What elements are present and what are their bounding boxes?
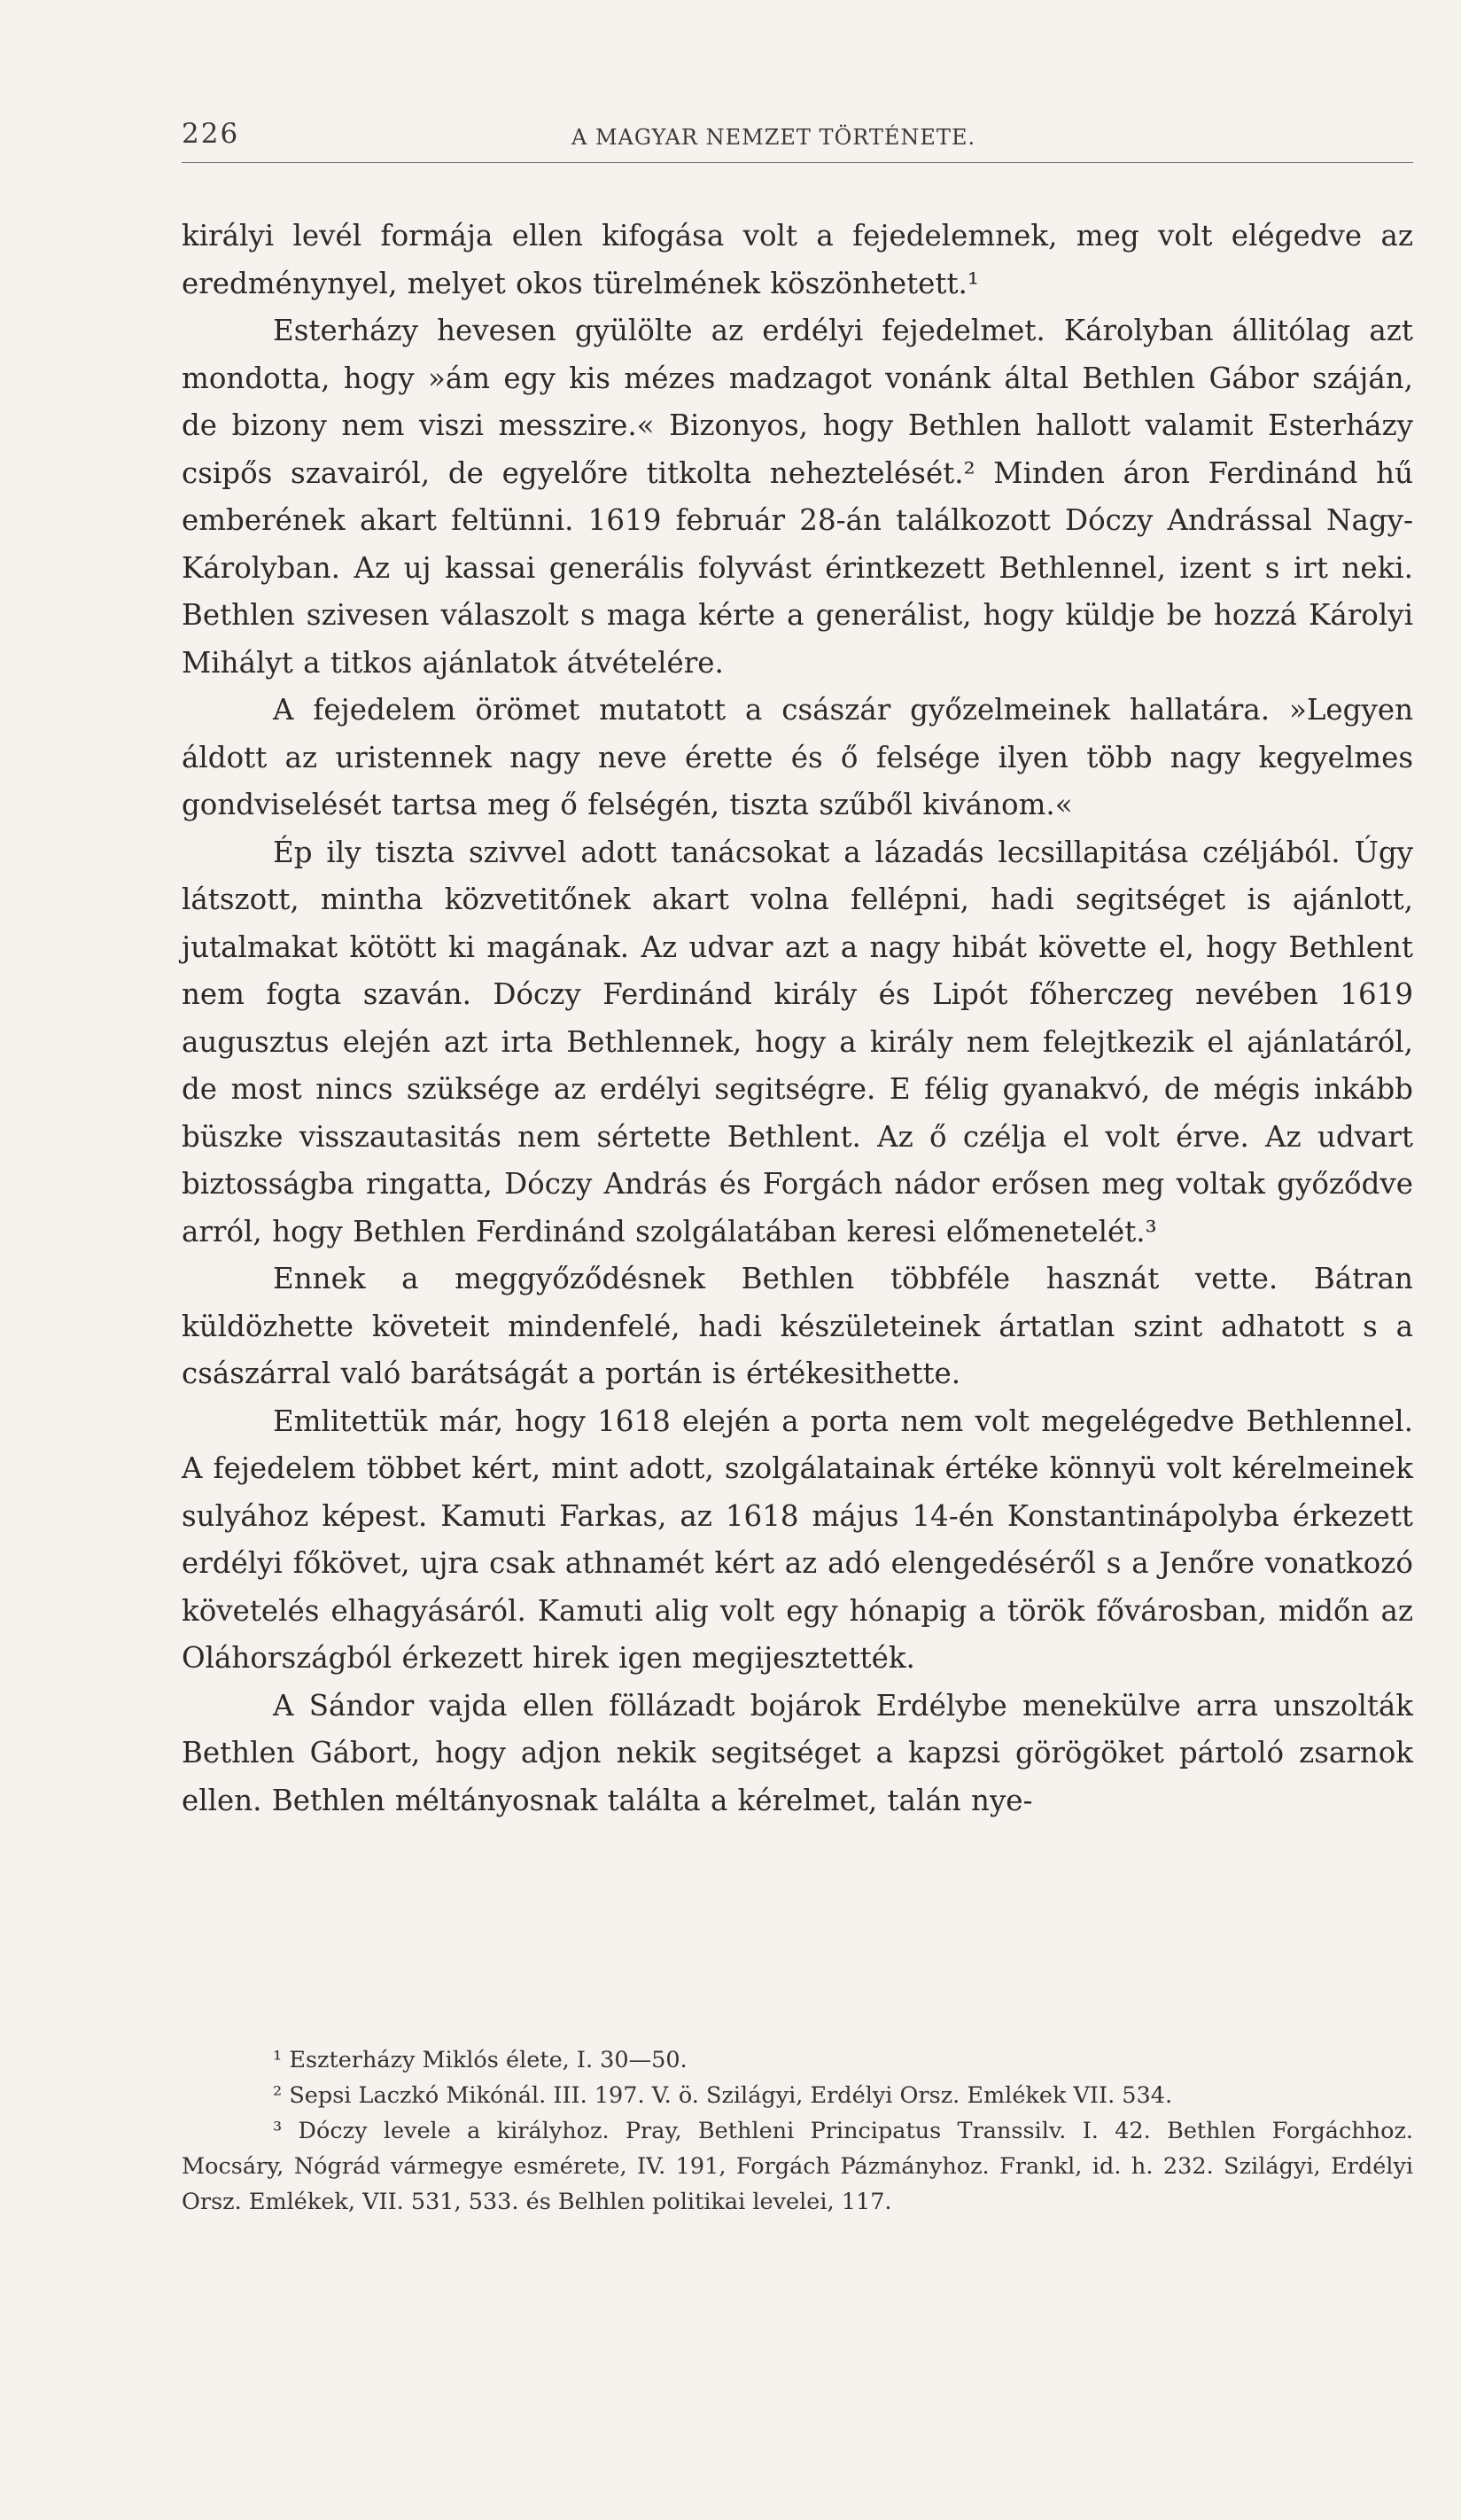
- paragraph: A fejedelem örömet mutatott a császár győzelmeinek hallatára. »Legyen áldott az uristennek nagy neve érette és ő felsége ilyen több nagy kegyelmes gondviselését tartsa meg ő felségén, tiszta szűből kivánom.«: [182, 693, 1413, 821]
- page-header: [182, 118, 1413, 163]
- paragraph: Esterházy hevesen gyülölte az erdélyi fejedelmet. Károlyban állitólag azt mondotta, hogy »ám egy kis mézes madzagot vonánk által Bethlen Gábor száján, de bizony nem viszi messzire.« Bizonyos, hogy Bethlen hallott valamit Esterházy csipős szavairól, de egyelőre titkolta neheztelését.² Minden áron Ferdinánd hű emberének akart feltünni. 1619 február 28-án találkozott Dóczy Andrással Nagy-Károlyban. Az uj kassai generális folyvást érintkezett Bethlennel, izent s irt neki. Bethlen szivesen válaszolt s maga kérte a generálist, hogy küldje be hozzá Károlyi Mihályt a titkos ajánlatok átvételére.: [182, 314, 1413, 680]
- paragraph: A Sándor vajda ellen föllázadt bojárok Erdélybe menekülve arra unszolták Bethlen Gábort, hogy adjon nekik segitséget a kapzsi görögöket pártoló zsarnok ellen. Bethlen méltányosnak találta a kérelmet, talán nye-: [182, 1688, 1413, 1817]
- paragraph: királyi levél formája ellen kifogása volt a fejedelemnek, meg volt elégedve az eredménynyel, melyet okos türelmének köszönhetett.¹: [182, 219, 1413, 300]
- body-text: [182, 213, 1413, 1824]
- paragraph: Ennek a meggyőződésnek Bethlen többféle hasznát vette. Bátran küldözhette követeit mindenfelé, hadi készületeinek ártatlan szint adhatott s a császárral való barátságát a portán is értékesithette.: [182, 1262, 1413, 1390]
- paragraph: Ép ily tiszta szivvel adott tanácsokat a lázadás lecsillapitása czéljából. Úgy látszott, mintha közvetitőnek akart volna fellépni, hadi segitséget is ajánlott, jutalmakat kötött ki magának. Az udvar azt a nagy hibát követte el, hogy Bethlent nem fogta szaván. Dóczy Ferdinánd király és Lipót főherczeg nevében 1619 augusztus elején azt irta Bethlennek, hogy a király nem felejtkezik el ajánlatáról, de most nincs szüksége az erdélyi segitségre. E félig gyanakvó, de mégis inkább büszke visszautasitás nem sértette Bethlent. Az ő czélja el volt érve. Az udvart biztosságba ringatta, Dóczy András és Forgách nádor erősen meg voltak győződve arról, hogy Bethlen Ferdinánd szolgálatában keresi előmenetelét.³: [182, 835, 1413, 1248]
- footnote: ² Sepsi Laczkó Mikónál. III. 197. V. ö. Szilágyi, Erdélyi Orsz. Emlékek VII. 534.: [273, 2082, 1173, 2109]
- page-number: 226: [182, 118, 240, 150]
- footnote: ¹ Eszterházy Miklós élete, I. 30—50.: [273, 2047, 688, 2073]
- footnotes: [182, 2042, 1413, 2220]
- running-title: A MAGYAR NEMZET TÖRTÉNETE.: [571, 125, 976, 150]
- paragraph: Emlitettük már, hogy 1618 elején a porta nem volt megelégedve Bethlennel. A fejedelem többet kért, mint adott, szolgálatainak értéke könnyü volt kérelmeinek sulyához képest. Kamuti Farkas, az 1618 május 14-én Konstantinápolyba érkezett erdélyi főkövet, ujra csak athnamét kért az adó elengedéséről s a Jenőre vonatkozó követelés elhagyásáról. Kamuti alig volt egy hónapig a török fővárosban, midőn az Oláhországból érkezett hirek igen megijesztették.: [182, 1404, 1413, 1675]
- footnote: ³ Dóczy levele a királyhoz. Pray, Bethleni Principatus Transsilv. I. 42. Bethlen Forgáchhoz. Mocsáry, Nógrád vármegye esmérete, IV. 191, Forgách Pázmányhoz. Frankl, id. h. 232. Szilágyi, Erdélyi Orsz. Emlékek, VII. 531, 533. és Belhlen politikai levelei, 117.: [182, 2118, 1413, 2215]
